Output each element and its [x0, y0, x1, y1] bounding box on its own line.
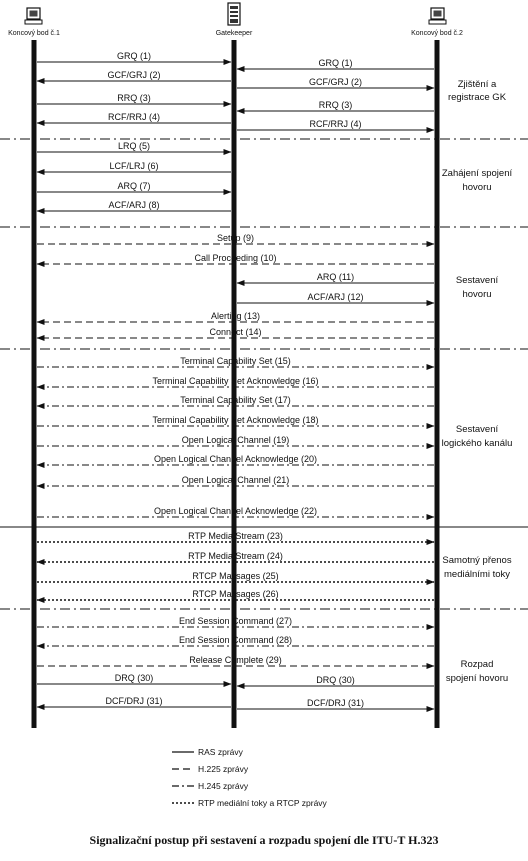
message-label-17: Alerting (13) — [210, 311, 261, 321]
message-label-24: Open Logical Channel Acknowledge (20) — [153, 454, 318, 464]
gatekeeper-server-tower-icon — [228, 3, 240, 25]
phase-label-logical-channel — [442, 424, 513, 449]
message-label-9: LRQ (5) — [117, 141, 151, 151]
svg-text:mediálními toky: mediálními toky — [444, 569, 510, 580]
endpoint-2-terminal-icon — [429, 8, 446, 24]
message-label-19: Terminal Capability Set (15) — [180, 356, 291, 366]
message-label-36: DCF/DRJ (31) — [105, 696, 163, 706]
message-label-11: ARQ (7) — [117, 181, 151, 191]
message-label-2: GRQ (1) — [318, 58, 353, 68]
message-label-1: GRQ (1) — [116, 51, 152, 61]
phase-label-call-initiation — [442, 168, 513, 193]
svg-text:logického kanálu: logického kanálu — [441, 438, 513, 449]
message-label-23: Open Logical Channel (19) — [181, 435, 290, 445]
message-label-25: Open Logical Channel (21) — [181, 475, 290, 485]
svg-text:Samotný přenos: Samotný přenos — [442, 555, 512, 566]
message-label-12: ACF/ARJ (8) — [108, 200, 160, 210]
message-label-5: RRQ (3) — [117, 93, 151, 103]
message-label-31: End Session Command (27) — [178, 616, 293, 626]
svg-text:Sestavení: Sestavení — [455, 424, 499, 435]
svg-text:spojení hovoru: spojení hovoru — [445, 673, 509, 684]
message-label-33: Release Complete (29) — [189, 655, 282, 665]
message-label-10: LCF/LRJ (6) — [109, 161, 159, 171]
message-label-30: RTCP Massages (26) — [192, 589, 279, 599]
svg-text:Zjištění a: Zjištění a — [457, 79, 497, 90]
endpoint-2-label: Koncový bod č.2 — [411, 30, 463, 37]
message-label-3: GCF/GRJ (2) — [107, 70, 161, 80]
svg-text:Sestavení: Sestavení — [455, 275, 499, 286]
phase-label-gk-registration — [448, 79, 507, 103]
phase-label-call-teardown — [446, 659, 508, 684]
message-label-20: Terminal Capability Set Acknowledge (16) — [152, 376, 319, 386]
endpoint-1-terminal-icon — [25, 8, 42, 24]
figure-caption: Signalizační postup při sestavení a rozpadu spojení dle ITU-T H.323 — [89, 833, 439, 847]
message-label-35: DRQ (30) — [316, 675, 355, 685]
legend-label-h225: H.225 zprávy — [198, 764, 249, 774]
message-label-14: Call Proceeding (10) — [194, 253, 277, 263]
phase-label-media-transfer — [442, 555, 511, 580]
message-label-13: Setup (9) — [216, 233, 255, 243]
svg-text:hovoru: hovoru — [462, 289, 492, 300]
svg-text:Zahájení spojení: Zahájení spojení — [441, 168, 513, 179]
gatekeeper-label: Gatekeeper — [215, 30, 253, 37]
message-label-16: ACF/ARJ (12) — [307, 292, 364, 302]
legend-label-h245: H.245 zprávy — [198, 781, 249, 791]
legend-label-ras: RAS zprávy — [198, 747, 243, 757]
phase-label-call-setup — [456, 275, 499, 300]
message-label-26: Open Logical Channel Acknowledge (22) — [153, 506, 318, 516]
message-label-18: Connect (14) — [209, 327, 262, 337]
message-label-29: RTCP Massages (25) — [192, 571, 279, 581]
message-label-28: RTP Media Stream (24) — [188, 551, 283, 561]
endpoint-1-label: Koncový bod č.1 — [8, 30, 60, 37]
message-label-8: RCF/RRJ (4) — [309, 119, 362, 129]
message-label-21: Terminal Capability Set (17) — [180, 395, 291, 405]
svg-text:hovoru: hovoru — [462, 182, 492, 193]
message-label-34: DRQ (30) — [114, 673, 154, 683]
message-label-15: ARQ (11) — [316, 272, 355, 282]
legend — [172, 747, 328, 808]
message-label-32: End Session Command (28) — [178, 635, 293, 645]
message-label-37: DCF/DRJ (31) — [306, 698, 365, 708]
message-label-6: RRQ (3) — [318, 100, 353, 110]
svg-text:registrace GK: registrace GK — [447, 92, 507, 103]
svg-text:Rozpad: Rozpad — [460, 659, 494, 670]
message-label-22: Terminal Capability Set Acknowledge (18) — [152, 415, 319, 425]
message-label-4: GCF/GRJ (2) — [309, 77, 362, 87]
message-label-27: RTP Media Stream (23) — [188, 531, 283, 541]
legend-label-rtp: RTP mediální toky a RTCP zprávy — [198, 798, 327, 808]
message-label-7: RCF/RRJ (4) — [108, 112, 160, 122]
